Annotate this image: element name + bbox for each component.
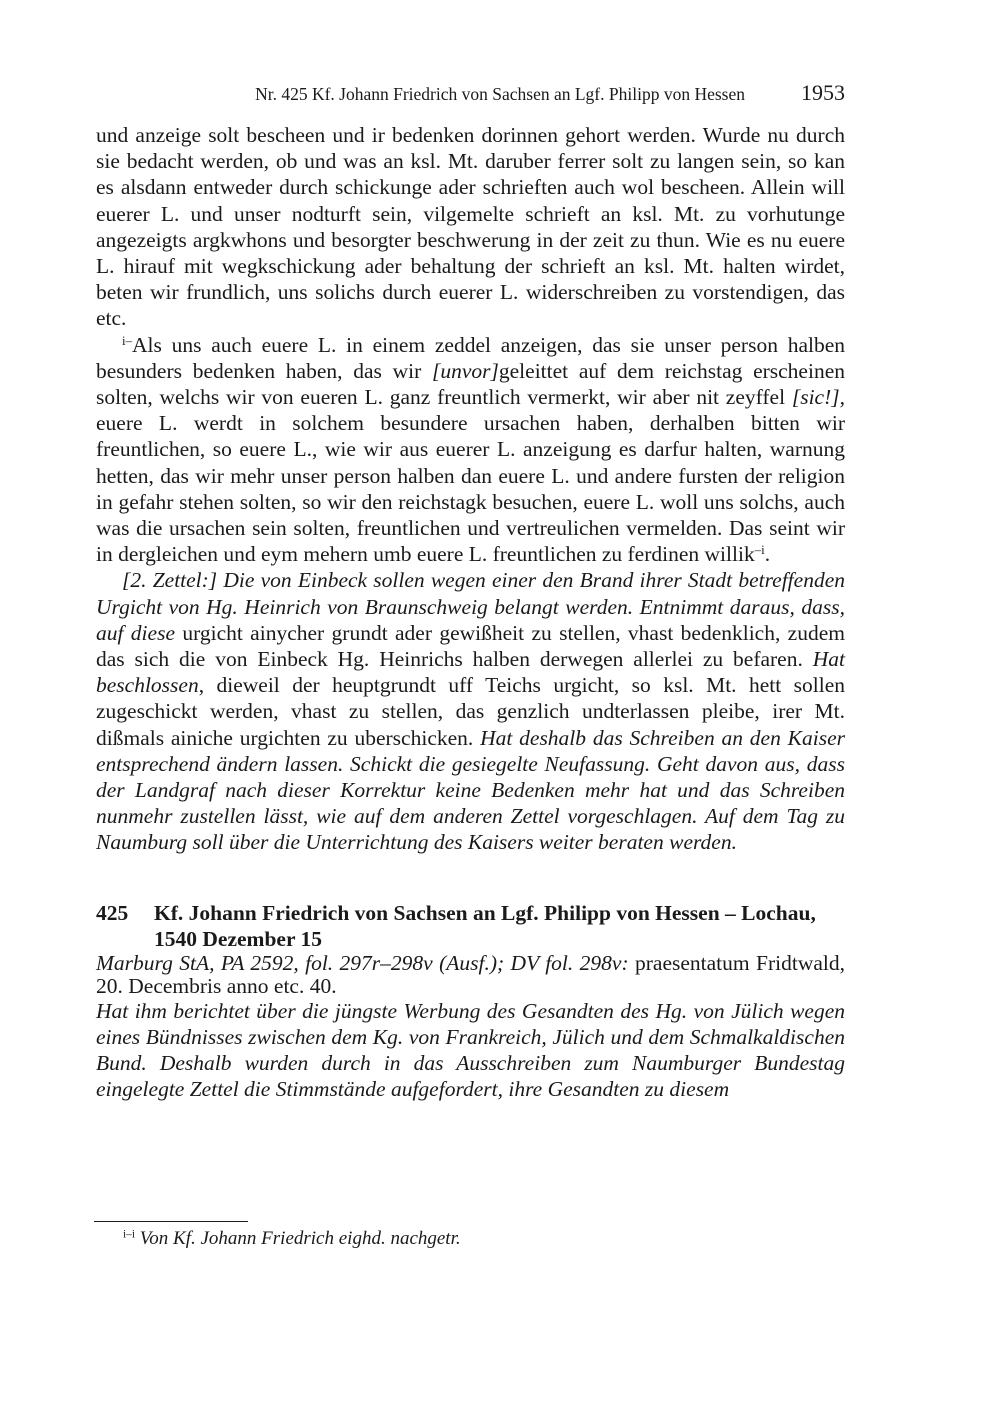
text-run: Als uns auch euere L. in einem zeddel anzeigen, das sie unser person halben besunders bedenken haben, das wir (96, 332, 845, 383)
running-header (96, 80, 845, 110)
editorial-summary: Hat deshalb das Schreiben an den Kaiser entsprechend ändern lassen. Schickt die gesiegelte Neufassung. Geht davon aus, dass der Landgraf nach dieser Korrektur keine Bedenken mehr hat und das Schreiben nunmehr zustellen lässt, wie auf dem anderen Zettel vorgeschlagen. Auf dem Tag zu Naumburg soll über die Unterrichtung des Kaisers weiter beraten werden. (96, 725, 845, 855)
footnote-text: Von Kf. Johann Friedrich eighd. nachgetr. (139, 1228, 461, 1249)
editorial-summary: Hat beschlossen (96, 647, 845, 698)
footnote-mark-close: –i (754, 543, 765, 558)
footnote-divider (94, 1221, 248, 1222)
document-heading (96, 900, 845, 952)
footnote-mark-open: i– (122, 333, 133, 348)
document-summary: Hat ihm berichtet über die jüngste Werbung des Gesandten des Hg. von Jülich wegen eines Bündnisses zwischen dem Kg. von Frankreich, Jülich und dem Schmalkaldischen Bund. Deshalb wurden durch in das Ausschreiben zum Naumburger Bundestag eingelegte Zettel die Stimmstände aufgefordert, ihre Gesandten zu diesem (96, 998, 845, 1102)
text-run: , dieweil der heuptgrundt uff Teichs urgicht, so ksl. Mt. hett sollen zugeschickt werden, vhast zu stellen, das genzlich undterlassen pleibe, irer Mt. dißmals ainiche urgichten zu uberschicken. (96, 673, 845, 750)
footnote (123, 1228, 461, 1250)
text-run: . (764, 542, 771, 567)
editorial-note: [unvor] (431, 358, 499, 383)
paragraph-second-zettel (96, 567, 845, 855)
source-archive: Marburg StA, PA 2592, fol. 297r–298v (Ausf.); DV fol. 298v: (96, 950, 629, 975)
document-title: Kf. Johann Friedrich von Sachsen an Lgf. Philipp von Hessen – Lochau, 1540 Dezember 15 (154, 900, 816, 951)
running-head-title: Nr. 425 Kf. Johann Friedrich von Sachsen an Lgf. Philipp von Hessen (255, 84, 745, 104)
text-run: geleittet auf dem reichstag erscheinen solten, welchs wir von eueren L. ganz freuntlich vermerkt, wir aber nit zeyffel (96, 358, 845, 410)
editorial-note: [sic!] (791, 385, 840, 410)
document-number: 425 (96, 900, 129, 925)
source-note (96, 952, 845, 998)
paragraph-continuation: und anzeige solt bescheen und ir bedenken dorinnen gehort werden. Wurde nu durch sie bedacht werden, ob und was an ksl. Mt. daruber ferrer solt zu langen sein, so kan es alsdann entweder durch schickunge ader schrieften auch wol bescheen. Allein will euerer L. und unser nodturft sein, vilgemelte schrieft an ksl. Mt. zu vorhutunge angezeigts argkwhons und besorgter beschwerung in der zeit zu thun. Wie es nu euere L. hirauf mit wegkschickung ader behaltung der schrieft an ksl. Mt. halten wirdet, beten wir frundlich, uns solichs durch euerer L. widerschreiben zu vorstendigen, das etc. (96, 123, 845, 331)
text-run: , euere L. werdt in solchem besundere ursachen haben, derhalben bitten wir freuntlichen, so euere L., wie wir aus euerer L. anzeigung es darfur halten, warnung hetten, das wir mehr unser person halben dan euere L. und andere fursten der religion in gefahr stehen solten, so wir den reichstagk besuchen, euere L. woll uns solchs, auch was die ursachen sein solten, freuntlichen und vertreulichen vermelden. Das seint wir in dergleichen und eym mehern umb euere L. freuntlichen zu ferdinen willik (96, 385, 845, 567)
footnote-label: i–i (123, 1228, 136, 1241)
paragraph-zeddel (96, 332, 845, 568)
page-number: 1953 (801, 80, 845, 105)
text-run: urgicht ainycher grundt ader gewißheit zu stellen, vhast bedenklich, zudem das sich die von Einbeck Hg. Heinrichs halben derwegen allerlei zu befaren. (96, 620, 845, 672)
editorial-summary: [2. Zettel:] Die von Einbeck sollen wegen einer den Brand ihrer Stadt betreffenden Urgicht von Hg. Heinrich von Braunschweig belangt werden. Entnimmt daraus, dass, auf diese (96, 568, 845, 645)
source-endorsement: praesentatum Fridtwald, 20. Decembris anno etc. 40. (96, 950, 845, 998)
page-body (96, 122, 845, 1103)
